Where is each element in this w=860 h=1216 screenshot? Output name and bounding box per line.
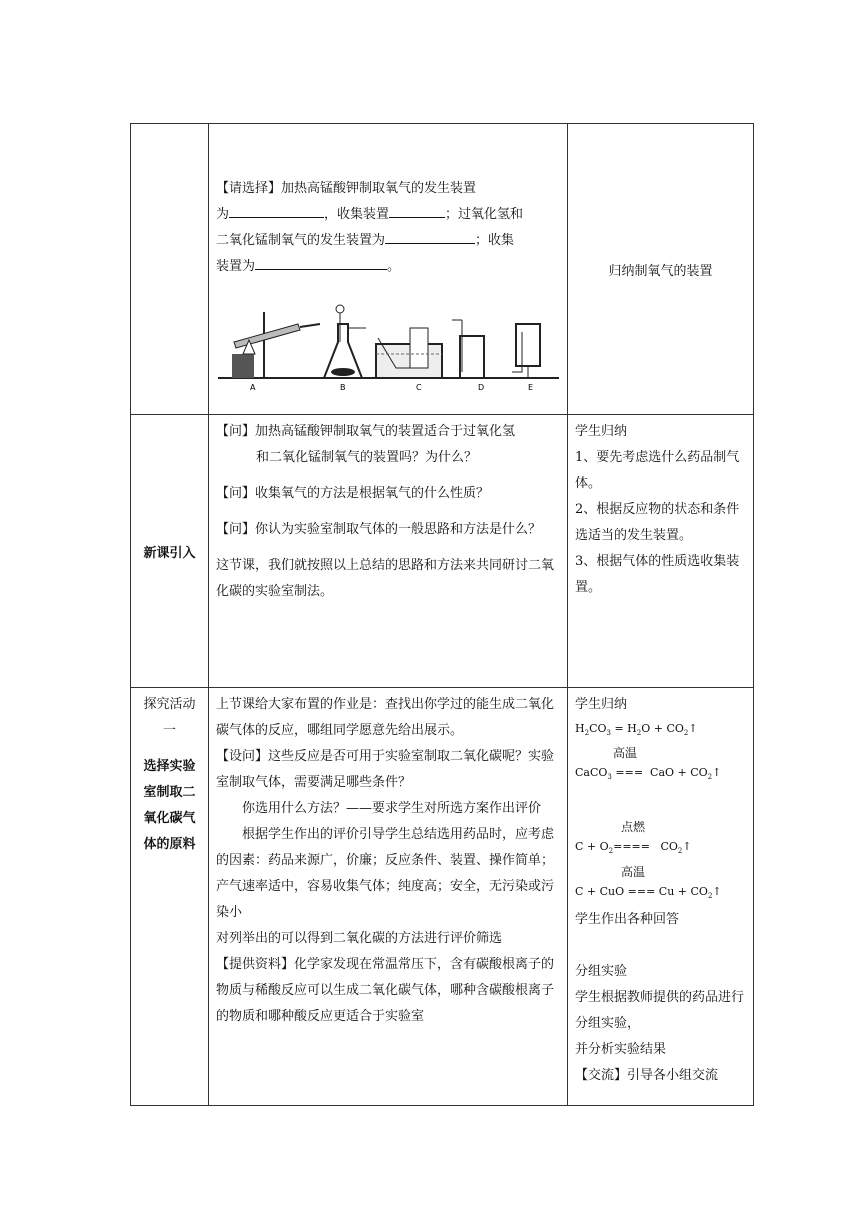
stage-cell-empty (131, 124, 209, 415)
exchange-text: 【交流】引导各小组交流 (575, 1067, 719, 1083)
answer-blank[interactable] (229, 203, 324, 218)
condition-high-temp: 高温 (613, 746, 638, 761)
paragraph: 你选用什么方法？——要求学生对所选方案作出评价 (242, 801, 542, 816)
student-cell (568, 415, 754, 688)
question-text: 和二氧化锰制氧气的装置吗？为什么？ (256, 450, 478, 465)
group-experiment-heading: 分组实验 (575, 963, 628, 979)
paragraph: 对列举出的可以得到二氧化碳的方法进行评价筛选 (216, 931, 503, 946)
equation-carbon-cuo: C + CuO === $Cu + CO_2↑$ (575, 884, 722, 900)
paragraph: 根据学生作出的评价引导学生总结选用药品时，应考虑的因素：药品来源广，价廉；反应条件、装置、操作简单；产气速率适中，容易收集气体；纯度高；安全，无污染或污染小 (216, 827, 555, 920)
group-experiment-text: 学生根据教师提供的药品进行分组实验， (575, 989, 745, 1031)
question-text: 【问】加热高锰酸钾制取氧气的装置适合于过氧化氢 (216, 424, 516, 439)
condition-high-temp: 高温 (621, 864, 646, 879)
activity-cell (209, 124, 568, 415)
stage-cell (131, 688, 209, 1106)
prompt-text: 二氧化锰制氧气的发生装置为 (216, 233, 386, 248)
equation-carbon-oxygen: $C + O_2====$ $CO_2↑$ (575, 840, 692, 856)
stage-label: 探究活动一 (143, 697, 196, 738)
select-prompt (216, 176, 560, 280)
condition-ignite: 点燃 (621, 820, 646, 835)
answer-blank[interactable] (389, 203, 445, 218)
paragraph: 【设问】这些反应是否可用于实验室制取二氧化碳呢？实验室制取气体，需要满足哪些条件？ (216, 749, 555, 790)
apparatus-label-d: D (478, 383, 485, 392)
table-row (131, 124, 754, 415)
activity-cell (209, 688, 568, 1106)
apparatus-figure (216, 302, 561, 392)
apparatus-label-c: C (416, 383, 422, 392)
lesson-intro: 这节课，我们就按照以上总结的思路和方法来共同研讨二氧化碳的实验室制法。 (216, 558, 555, 599)
student-summary-heading: 学生归纳 (575, 697, 628, 712)
question-2: 【问】收集氧气的方法是根据氧气的什么性质？ (216, 486, 490, 501)
prompt-text: 装置为 (216, 259, 256, 274)
apparatus-label-b: B (340, 383, 346, 392)
apparatus-e-downward-bottle (512, 324, 540, 378)
lesson-plan-table (130, 123, 754, 1106)
stage-cell (131, 415, 209, 688)
prompt-text: 为 (216, 207, 230, 222)
apparatus-label-a: A (250, 383, 256, 392)
apparatus-a-heating-tube (232, 312, 320, 378)
prompt-text: ，收集装置 (324, 207, 390, 222)
prompt-text: ；过氧化氢和 (445, 207, 524, 222)
student-cell (568, 688, 754, 1106)
apparatus-label-e: E (528, 383, 534, 392)
answer-blank[interactable] (255, 255, 387, 270)
equation-limestone: CaCO$_3$ === CaO + $CO_2↑$ (575, 766, 722, 782)
notes-cell (568, 124, 754, 415)
prompt-text: 。 (387, 259, 401, 274)
student-point: 2、根据反应物的状态和条件选适当的发生装置。 (575, 502, 740, 543)
student-answers: 学生作出各种回答 (575, 911, 680, 927)
table-row (131, 415, 754, 688)
prompt-heading: 【请选择】 (216, 181, 282, 196)
apparatus-b-flask (324, 305, 366, 378)
apparatus-d-upward-bottle (452, 320, 484, 378)
note-summary: 归纳制氧气的装置 (608, 263, 713, 279)
activity-cell (209, 415, 568, 688)
prompt-text: ；收集 (475, 233, 515, 248)
equation-carbonic-acid: $H_2CO_3 = H_2O$ + $CO_2↑$ (575, 722, 698, 738)
answer-blank[interactable] (385, 229, 475, 244)
student-summary-heading: 学生归纳 (575, 424, 628, 439)
paragraph: 上节课给大家布置的作业是：查找出你学过的能生成二氧化碳气体的反应，哪组同学愿意先给出展示。 (216, 697, 555, 738)
student-point: 3、根据气体的性质选收集装置。 (575, 554, 740, 595)
prompt-line: 加热高锰酸钾制取氧气的发生装置 (281, 181, 477, 196)
apparatus-c-water-trough (376, 328, 442, 378)
question-3: 【问】你认为实验室制取气体的一般思路和方法是什么？ (216, 522, 542, 537)
student-point: 1、要先考虑选什么药品制气体。 (575, 450, 740, 491)
paragraph: 【提供资料】化学家发现在常温常压下，含有碳酸根离子的物质与稀酸反应可以生成二氧化碳气体，哪种含碳酸根离子的物质和哪种酸反应更适合于实验室 (216, 957, 555, 1024)
stage-title: 选择实验室制取二氧化碳气体的原料 (143, 759, 196, 852)
question-1 (216, 419, 560, 471)
stage-title: 新课引入 (143, 545, 196, 561)
group-experiment-text: 并分析实验结果 (575, 1041, 667, 1057)
table-row (131, 688, 754, 1106)
